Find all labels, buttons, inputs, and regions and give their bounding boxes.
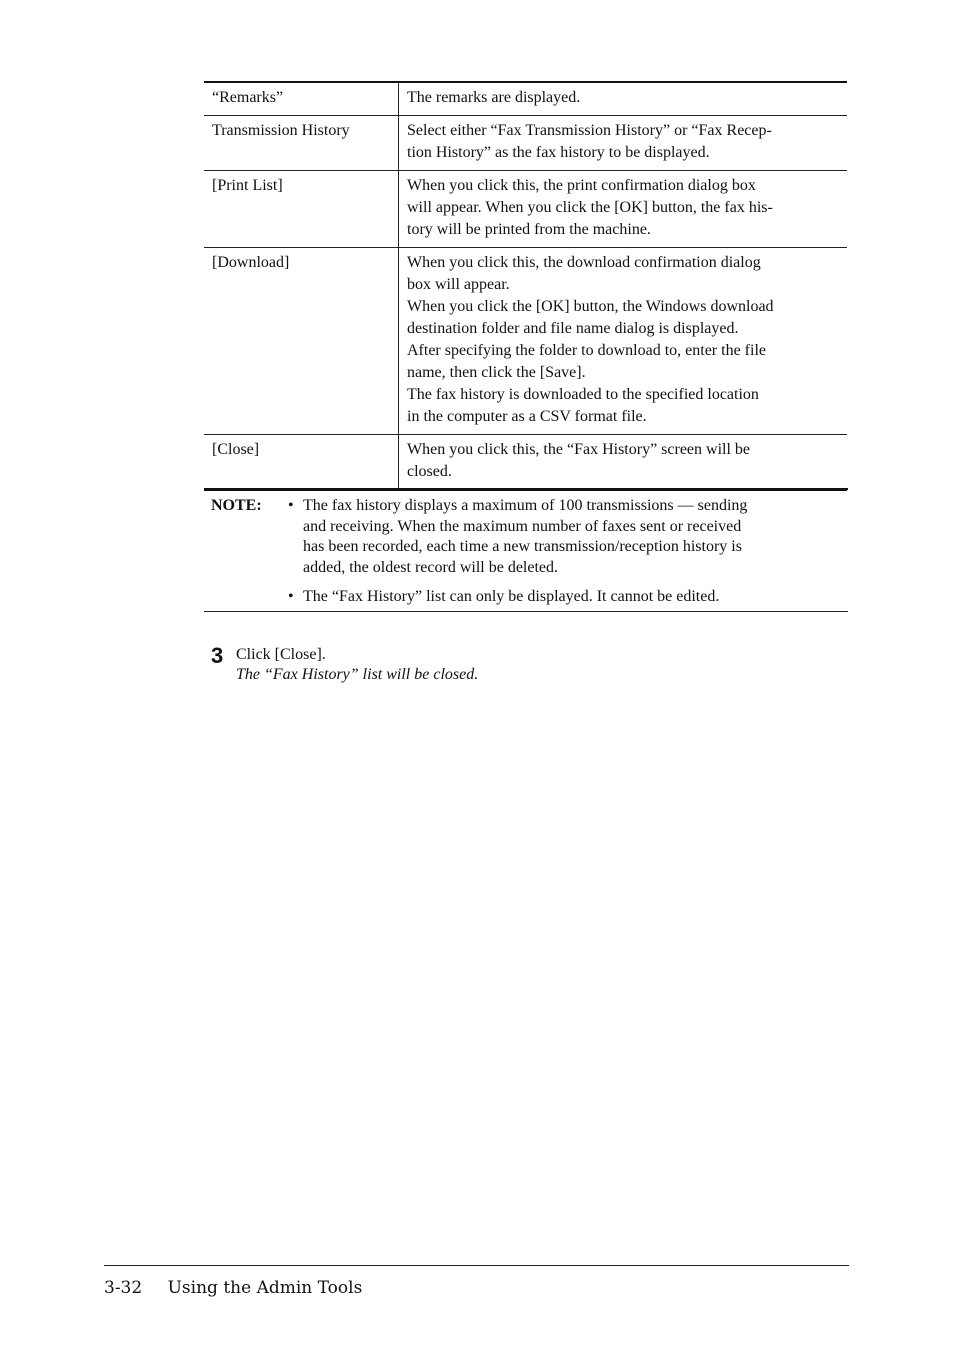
note-label: NOTE: [211,497,262,514]
section-title: Using the Admin Tools [167,1278,363,1298]
description-line: tory will be printed from the machine. [407,221,651,238]
note-line: added, the oldest record will be deleted. [303,558,559,576]
footer-divider [104,1265,849,1266]
description-line: Select either “Fax Transmission History” or “Fax Recep- [407,122,772,139]
step-number: 3 [211,643,224,668]
description-line: When you click this, the download confirmation dialog [407,254,761,271]
table-row [204,248,847,435]
note-line: has been recorded, each time a new transmission/reception history is [303,538,742,555]
table-description [399,171,848,248]
step-result: The “Fax History” list will be closed. [236,666,479,683]
note-box [204,488,848,612]
description-line: name, then click the [Save]. [407,364,586,381]
description-line: When you click this, the “Fax History” screen will be [407,441,751,458]
table-description [399,435,848,491]
table-row [204,435,847,491]
description-line: When you click this, the print confirmation dialog box [407,177,756,194]
table-term: [Close] [204,435,399,491]
note-list [288,496,848,608]
note-line: and receiving. When the maximum number of faxes sent or received [303,517,742,535]
bullet-icon: • [288,497,294,514]
description-line: When you click the [OK] button, the Windows download [407,298,774,315]
table-description [399,116,848,171]
page-footer [104,1277,362,1299]
step-instruction: Click [Close]. [236,646,326,663]
table-description [399,248,848,435]
table-term: “Remarks” [204,82,399,116]
description-line: tion History” as the fax history to be displayed. [407,144,710,161]
table-term: [Print List] [204,171,399,248]
description-line: in the computer as a CSV format file. [407,408,647,425]
description-line: The remarks are displayed. [407,89,581,106]
note-line: The fax history displays a maximum of 100 transmissions — sending [303,497,748,514]
table-row [204,116,847,171]
table-row [204,171,847,248]
description-line: destination folder and file name dialog is displayed. [407,320,739,337]
note-line: The “Fax History” list can only be displayed. It cannot be edited. [303,588,720,605]
note-item [288,496,848,578]
bullet-icon: • [288,588,294,605]
table-term: [Download] [204,248,399,435]
description-line: The fax history is downloaded to the specified location [407,386,759,403]
step-body [236,644,811,685]
description-line: After specifying the folder to download to, enter the file [407,342,766,359]
table-row [204,82,847,116]
note-item [288,587,848,608]
definition-table [204,81,847,491]
page-number: 3-32 [104,1278,143,1298]
table-term: Transmission History [204,116,399,171]
table-description [399,82,848,116]
description-line: closed. [407,463,452,480]
procedure-step [211,644,811,685]
description-line: will appear. When you click the [OK] button, the fax his- [407,199,773,216]
description-line: box will appear. [407,276,510,293]
